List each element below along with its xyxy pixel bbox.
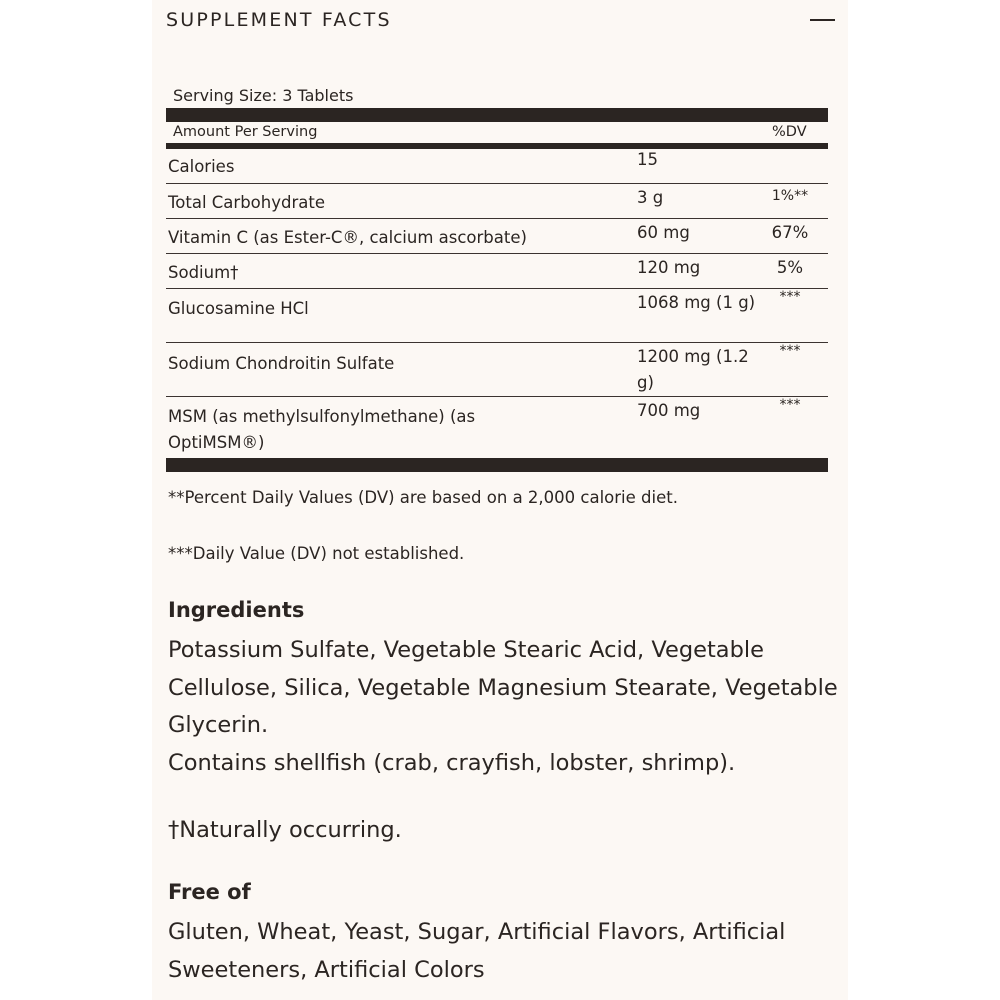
ingredients-heading: Ingredients <box>168 598 305 622</box>
amount-header-row <box>166 122 828 149</box>
nutrient-dv: *** <box>779 343 801 359</box>
nutrient-dv: 67% <box>771 223 809 242</box>
allergen-statement: Contains shellfish (crab, crayfish, lobster, shrimp). <box>168 750 736 776</box>
table-row <box>166 289 828 343</box>
percent-dv-note: **Percent Daily Values (DV) are based on a 2,000 calorie diet. <box>168 488 678 507</box>
table-row <box>166 397 828 458</box>
table-row <box>166 343 828 397</box>
nutrient-dv: *** <box>779 289 801 305</box>
nutrient-name: Sodium† <box>168 263 239 282</box>
nutrient-name: MSM (as methylsulfonylmethane) (as OptiMSM®) <box>168 407 476 452</box>
bottom-divider <box>166 458 828 472</box>
ingredients-text: Potassium Sulfate, Vegetable Stearic Acid, Vegetable Cellulose, Silica, Vegetable Magnesium Stearate, Vegetable Glycerin. <box>168 637 838 738</box>
table-row <box>166 184 828 219</box>
serving-size: Serving Size: 3 Tablets <box>173 86 354 105</box>
nutrient-amount: 700 mg <box>637 401 701 420</box>
minus-icon <box>810 19 835 21</box>
thick-divider <box>166 108 828 122</box>
dv-header: %DV <box>772 124 807 140</box>
nutrient-amount: 3 g <box>637 188 664 207</box>
nutrient-name: Vitamin C (as Ester-C®, calcium ascorbate) <box>168 228 527 247</box>
free-of-text: Gluten, Wheat, Yeast, Sugar, Artificial Flavors, Artificial Sweeteners, Artificial Colors <box>168 919 786 983</box>
dv-not-established-note: ***Daily Value (DV) not established. <box>168 544 465 563</box>
nutrient-name: Calories <box>168 157 235 176</box>
nutrient-dv: 5% <box>776 258 804 277</box>
table-row <box>166 254 828 289</box>
nutrient-name: Glucosamine HCl <box>168 299 309 318</box>
collapse-button[interactable] <box>808 10 838 32</box>
free-of-heading: Free of <box>168 880 251 904</box>
nutrient-name: Sodium Chondroitin Sulfate <box>168 354 395 373</box>
table-row <box>166 149 828 184</box>
supplement-facts-table <box>166 84 828 472</box>
nutrient-dv: 1%** <box>771 188 809 204</box>
naturally-occurring-footnote: †Naturally occurring. <box>168 817 402 843</box>
nutrient-amount: 15 <box>637 150 658 169</box>
amount-per-serving-label: Amount Per Serving <box>173 124 318 140</box>
nutrient-dv: *** <box>779 397 801 413</box>
nutrient-amount: 1200 mg (1.2 g) <box>637 347 749 392</box>
nutrient-amount: 60 mg <box>637 223 690 242</box>
nutrient-amount: 120 mg <box>637 258 701 277</box>
nutrient-amount: 1068 mg (1 g) <box>637 293 756 312</box>
table-row <box>166 219 828 254</box>
nutrient-name: Total Carbohydrate <box>168 193 325 212</box>
section-title: SUPPLEMENT FACTS <box>166 9 392 31</box>
